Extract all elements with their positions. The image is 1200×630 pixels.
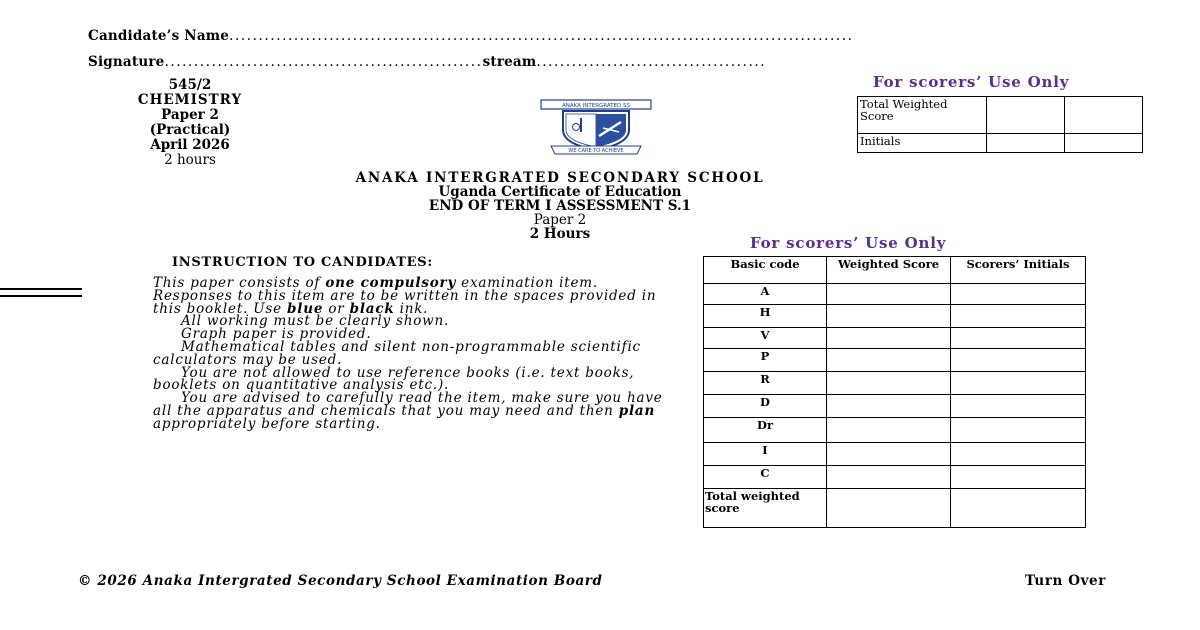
score-table: [703, 256, 1086, 528]
weighted-score-cell[interactable]: [827, 284, 951, 305]
stream-label: stream: [482, 54, 537, 70]
logo-top-text: ANAKA INTERGRATED SS: [561, 103, 631, 109]
margin-bar-bottom: [0, 295, 82, 297]
code-cell: H: [704, 305, 827, 328]
total-weighted-score-label: Total Weighted Score: [858, 97, 987, 134]
paper-subject: CHEMISTRY: [137, 92, 243, 108]
header-weighted-score: Weighted Score: [827, 257, 951, 284]
code-cell: I: [704, 443, 827, 466]
table-row: [704, 418, 1086, 443]
table-row: [704, 395, 1086, 418]
table-row: [704, 349, 1086, 372]
scorer-initials-cell[interactable]: [951, 466, 1086, 489]
total-weighted-score-label: Total weighted score: [704, 489, 827, 528]
scorer-initials-cell[interactable]: [951, 328, 1086, 349]
code-cell: V: [704, 328, 827, 349]
header-basic-code: Basic code: [704, 257, 827, 284]
initials-label: Initials: [858, 134, 987, 153]
code-cell: A: [704, 284, 827, 305]
top-scorers-table: [857, 96, 1143, 153]
instruction-paragraph-6: You are advised to carefully read the item, make sure you have all the apparatus and chemicals that you may need and then plan appropriately before starting.: [153, 390, 663, 432]
table-row: [704, 328, 1086, 349]
instruction-paragraph-4: Mathematical tables and silent non-programmable scientific calculators may be used.: [153, 338, 641, 368]
school-heading: [160, 171, 960, 241]
table-row: [704, 466, 1086, 489]
assessment-name: END OF TERM I ASSESSMENT S.1: [428, 198, 692, 214]
score-table-header: [704, 257, 1086, 284]
weighted-score-cell[interactable]: [827, 395, 951, 418]
instructions-body: [153, 277, 663, 431]
weighted-score-cell[interactable]: [827, 328, 951, 349]
paper-code: 545/2: [168, 77, 212, 93]
instructions-title: INSTRUCTION TO CANDIDATES:: [172, 255, 433, 270]
instruction-paragraph-3: Graph paper is provided.: [181, 326, 372, 343]
total-weighted-score-cell[interactable]: [987, 97, 1065, 134]
initials-cell-2[interactable]: [1065, 134, 1143, 153]
paper-info: [100, 78, 280, 168]
stream-dots: .......................................: [536, 54, 767, 70]
logo-motto: WE CARE TO ACHIEVE: [568, 148, 624, 154]
table-row: [704, 372, 1086, 395]
table-row: [858, 97, 1143, 134]
weighted-score-cell[interactable]: [827, 349, 951, 372]
table-row: [704, 489, 1086, 528]
table-row: [704, 443, 1086, 466]
code-cell: D: [704, 395, 827, 418]
paper-type: (Practical): [149, 122, 231, 138]
candidate-name-line: [88, 28, 854, 44]
code-cell: Dr: [704, 418, 827, 443]
code-cell: R: [704, 372, 827, 395]
weighted-score-cell[interactable]: [827, 443, 951, 466]
score-table-title: For scorers’ Use Only: [750, 234, 947, 252]
signature-line: [88, 54, 766, 70]
weighted-score-cell[interactable]: [827, 305, 951, 328]
header-scorers-initials: Scorers’ Initials: [951, 257, 1086, 284]
instruction-paragraph-1: This paper consists of one compulsory examination item. Responses to this item are to be written in the spaces provided in this booklet. Use blue or black ink.: [153, 275, 657, 317]
signature-dots: ......................................................: [164, 54, 483, 70]
scorer-initials-cell[interactable]: [951, 418, 1086, 443]
table-row: [858, 134, 1143, 153]
school-name: ANAKA INTERGRATED SECONDARY SCHOOL: [355, 170, 765, 186]
scorer-initials-cell[interactable]: [951, 443, 1086, 466]
weighted-score-cell[interactable]: [827, 466, 951, 489]
total-initials-cell[interactable]: [951, 489, 1086, 528]
scorer-initials-cell[interactable]: [951, 305, 1086, 328]
code-cell: C: [704, 466, 827, 489]
table-row: [704, 305, 1086, 328]
paper-date: April 2026: [150, 137, 230, 153]
code-cell: P: [704, 349, 827, 372]
signature-label: Signature: [88, 54, 165, 70]
candidate-name-dots: ..........................................................................................................: [229, 28, 854, 44]
scorer-initials-cell[interactable]: [951, 372, 1086, 395]
top-scorers-title: For scorers’ Use Only: [873, 73, 1070, 91]
total-weighted-score-cell[interactable]: [827, 489, 951, 528]
initials-cell[interactable]: [987, 134, 1065, 153]
candidate-name-label: Candidate’s Name: [88, 28, 230, 44]
school-logo: [533, 98, 659, 156]
total-weighted-score-cell-2[interactable]: [1065, 97, 1143, 134]
scorer-initials-cell[interactable]: [951, 395, 1086, 418]
turn-over-label: Turn Over: [1025, 573, 1106, 589]
scorer-initials-cell[interactable]: [951, 284, 1086, 305]
copyright-footer: © 2026 Anaka Intergrated Secondary School Examination Board: [78, 573, 603, 589]
table-row: [704, 284, 1086, 305]
heading-hours: 2 Hours: [529, 226, 591, 242]
certificate-name: Uganda Certificate of Education: [438, 184, 682, 200]
paper-duration: 2 hours: [164, 152, 216, 168]
paper-number: Paper 2: [161, 107, 219, 123]
instruction-paragraph-5: You are not allowed to use reference books (i.e. text books, booklets on quantitative analysis etc.).: [153, 364, 635, 394]
scorer-initials-cell[interactable]: [951, 349, 1086, 372]
heading-paper: Paper 2: [533, 212, 587, 228]
weighted-score-cell[interactable]: [827, 372, 951, 395]
weighted-score-cell[interactable]: [827, 418, 951, 443]
margin-bar-top: [0, 288, 82, 290]
instruction-paragraph-2: All working must be clearly shown.: [181, 313, 450, 330]
